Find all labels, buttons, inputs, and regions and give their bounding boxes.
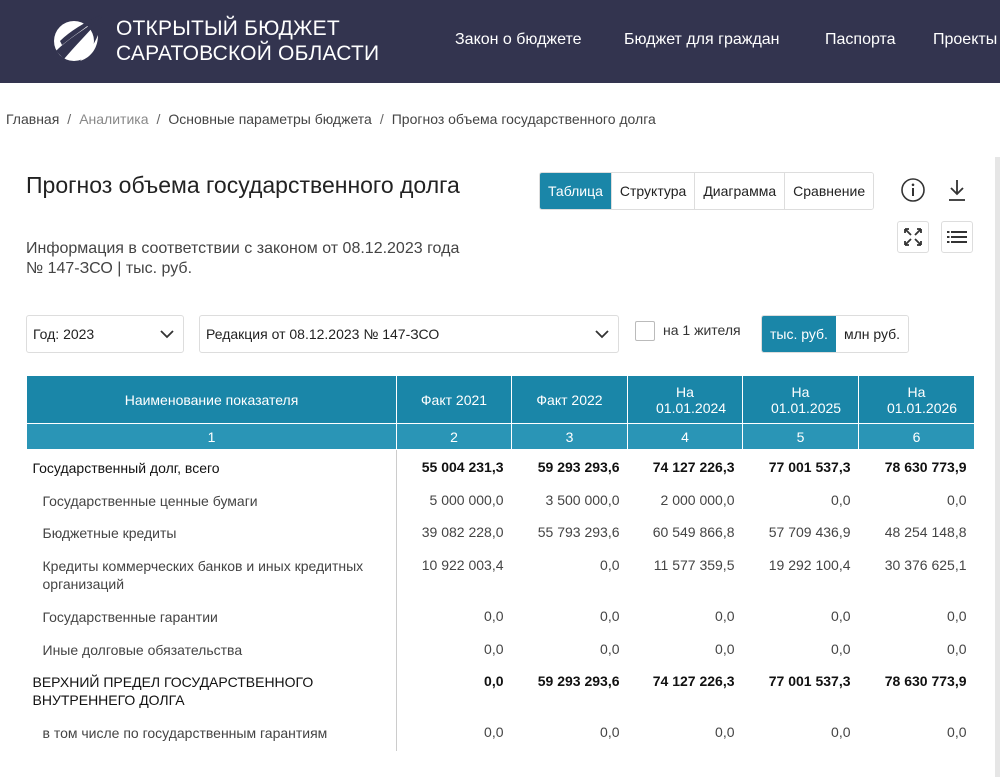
page-title: Прогноз объема государственного долга xyxy=(26,172,460,198)
column-number: 3 xyxy=(512,424,628,450)
table-row xyxy=(27,664,975,715)
column-header-name: Наименование показателя xyxy=(27,376,397,424)
row-value: 0,0 xyxy=(484,607,504,624)
row-value: 59 293 293,6 xyxy=(537,672,620,689)
row-value: 74 127 226,3 xyxy=(652,459,735,475)
row-value: 19 292 100,4 xyxy=(768,556,851,573)
row-name: Иные долговые обязательства xyxy=(27,632,397,664)
column-number: 1 xyxy=(27,424,397,450)
row-value: 57 709 436,9 xyxy=(768,523,851,540)
breadcrumb-separator: / xyxy=(156,111,161,127)
table-row xyxy=(27,515,975,548)
column-number: 2 xyxy=(397,424,512,450)
breadcrumb-current: Прогноз объема государственного долга xyxy=(391,111,656,127)
units-thousand-rub[interactable]: тыс. руб. xyxy=(762,316,836,352)
row-value: 0,0 xyxy=(831,723,851,740)
row-name: Государственные ценные бумаги xyxy=(27,483,397,515)
row-value: 0,0 xyxy=(715,723,735,740)
row-value: 30 376 625,1 xyxy=(884,556,967,573)
row-value: 0,0 xyxy=(947,607,967,624)
info-icon xyxy=(900,177,926,203)
row-value: 0,0 xyxy=(831,491,851,508)
year-select-value: Год: 2023 xyxy=(33,326,95,342)
brand-line-2: САРАТОВСКОЙ ОБЛАСТИ xyxy=(116,42,380,65)
row-value: 0,0 xyxy=(600,607,620,624)
units-million-rub[interactable]: млн руб. xyxy=(836,316,908,352)
breadcrumb-analytics[interactable]: Аналитика xyxy=(79,111,149,127)
row-value: 0,0 xyxy=(484,640,504,657)
column-header-2026: На 01.01.2026 xyxy=(859,376,975,424)
edition-select[interactable] xyxy=(199,315,619,353)
row-value: 0,0 xyxy=(600,556,620,573)
breadcrumb-home[interactable]: Главная xyxy=(6,111,60,127)
year-select[interactable] xyxy=(26,315,184,353)
row-value: 78 630 773,9 xyxy=(884,459,967,475)
table-row xyxy=(27,599,975,632)
row-value: 0,0 xyxy=(600,723,620,740)
row-value: 10 922 003,4 xyxy=(421,556,504,573)
row-value: 0,0 xyxy=(715,607,735,624)
row-value: 60 549 866,8 xyxy=(652,523,735,540)
row-name: Государственные гарантии xyxy=(27,599,397,632)
row-value: 78 630 773,9 xyxy=(884,672,967,689)
row-value: 0,0 xyxy=(484,723,504,740)
download-button[interactable] xyxy=(941,174,973,206)
row-value: 0,0 xyxy=(831,607,851,624)
download-icon xyxy=(945,177,969,203)
row-value: 48 254 148,8 xyxy=(884,523,967,540)
column-header-fact-2022: Факт 2022 xyxy=(512,376,628,424)
row-value: 11 577 359,5 xyxy=(653,556,735,573)
nav-item-passports[interactable]: Паспорта xyxy=(825,31,896,48)
debt-forecast-table xyxy=(26,375,975,751)
fullscreen-button[interactable] xyxy=(897,221,929,253)
row-value: 2 000 000,0 xyxy=(660,491,735,508)
row-value: 77 001 537,3 xyxy=(768,672,851,689)
row-value: 55 004 231,3 xyxy=(421,459,504,475)
row-value: 5 000 000,0 xyxy=(429,491,504,508)
per-capita-checkbox[interactable] xyxy=(635,321,655,341)
list-button[interactable] xyxy=(941,221,973,253)
row-value: 0,0 xyxy=(947,640,967,657)
row-value: 3 500 000,0 xyxy=(545,491,620,508)
main-nav xyxy=(0,31,1000,51)
column-header-2025: На 01.01.2025 xyxy=(743,376,859,424)
row-value: 0,0 xyxy=(484,672,504,689)
breadcrumb-budget-params[interactable]: Основные параметры бюджета xyxy=(168,111,372,127)
row-name: Кредиты коммерческих банков и иных кредитных организаций xyxy=(27,548,397,599)
table-row xyxy=(27,450,975,483)
column-number: 6 xyxy=(859,424,975,450)
info-button[interactable] xyxy=(897,174,929,206)
row-value: 59 293 293,6 xyxy=(537,459,620,475)
column-header-fact-2021: Факт 2021 xyxy=(397,376,512,424)
view-switcher xyxy=(539,172,874,210)
page-subtitle: Информация в соответствии с законом от 08.12.2023 года № 147-ЗСО | тыс. руб. xyxy=(26,240,460,277)
units-switcher xyxy=(761,315,909,353)
row-value: 0,0 xyxy=(600,640,620,657)
row-name: ВЕРХНИЙ ПРЕДЕЛ ГОСУДАРСТВЕННОГО ВНУТРЕННЕГО ДОЛГА xyxy=(27,664,397,715)
column-number: 5 xyxy=(743,424,859,450)
breadcrumb xyxy=(6,111,656,127)
row-name: Бюджетные кредиты xyxy=(27,515,397,548)
breadcrumb-separator: / xyxy=(67,111,72,127)
site-header xyxy=(0,0,1000,83)
column-number: 4 xyxy=(628,424,743,450)
table-row xyxy=(27,632,975,664)
table-row xyxy=(27,548,975,599)
table-row xyxy=(27,483,975,515)
edition-select-value: Редакция от 08.12.2023 № 147-ЗСО xyxy=(206,326,440,342)
nav-item-projects[interactable]: Проекты xyxy=(933,31,998,48)
fullscreen-icon xyxy=(903,227,923,247)
breadcrumb-separator: / xyxy=(379,111,384,127)
tab-table[interactable]: Таблица xyxy=(540,173,612,209)
row-value: 77 001 537,3 xyxy=(768,459,851,475)
nav-item-citizens-budget[interactable]: Бюджет для граждан xyxy=(624,31,780,48)
row-value: 0,0 xyxy=(831,640,851,657)
row-value: 0,0 xyxy=(715,640,735,657)
tab-diagram[interactable]: Диаграмма xyxy=(695,173,785,209)
page-scrollbar[interactable] xyxy=(995,157,1000,777)
nav-item-budget-law[interactable]: Закон о бюджете xyxy=(455,31,582,48)
row-value: 55 793 293,6 xyxy=(537,523,620,540)
row-value: 0,0 xyxy=(947,491,967,508)
chevron-down-icon xyxy=(159,316,175,352)
row-value: 39 082 228,0 xyxy=(421,523,504,540)
row-value: 0,0 xyxy=(947,723,967,740)
row-name: в том числе по государственным гарантиям xyxy=(27,715,397,751)
list-icon xyxy=(947,229,967,245)
column-header-2024: На 01.01.2024 xyxy=(628,376,743,424)
row-name: Государственный долг, всего xyxy=(27,450,397,483)
row-value: 74 127 226,3 xyxy=(652,672,735,689)
per-capita-label[interactable]: на 1 жителя xyxy=(663,322,741,338)
table-row xyxy=(27,715,975,751)
brand-line-1: ОТКРЫТЫЙ БЮДЖЕТ xyxy=(116,17,340,40)
tab-comparison[interactable]: Сравнение xyxy=(785,173,873,209)
tab-structure[interactable]: Структура xyxy=(612,173,695,209)
chevron-down-icon xyxy=(594,316,610,352)
